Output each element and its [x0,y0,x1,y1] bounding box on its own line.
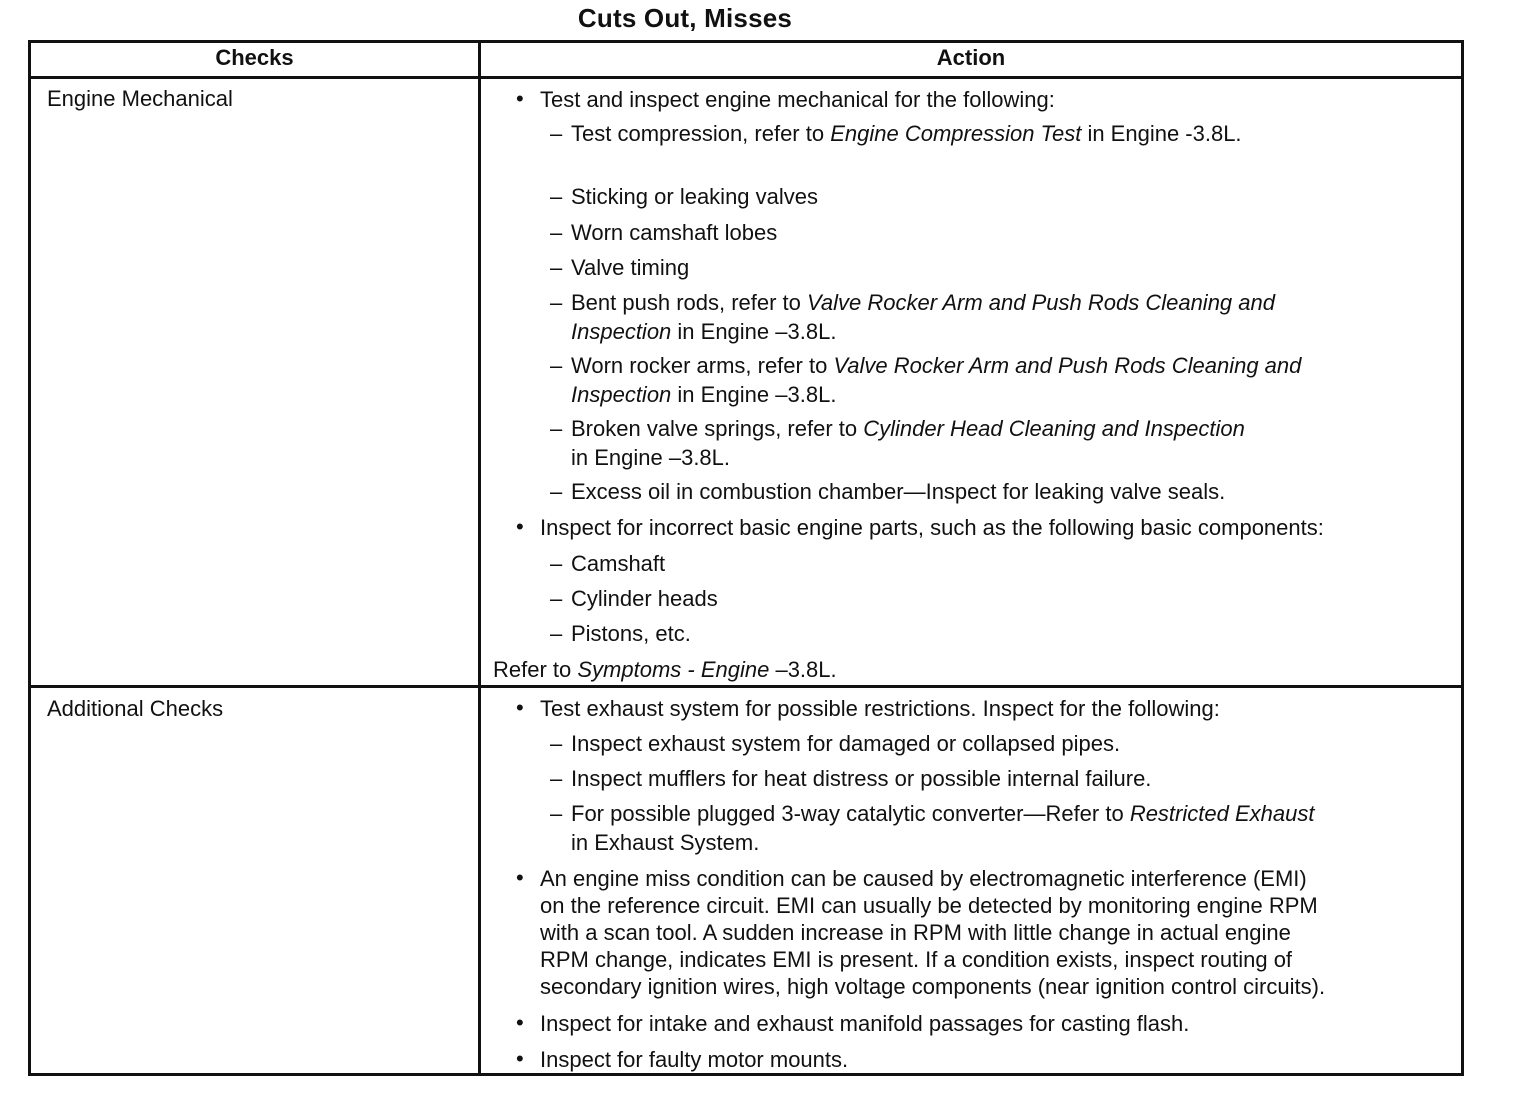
dash-icon: – [550,479,563,504]
action-bullet: Test exhaust system for possible restrictions. Inspect for the following: [540,696,1220,721]
header-action: Action [936,45,1006,70]
action-subitem: Worn rocker arms, refer to Valve Rocker Arm and Push Rods Cleaning and Inspection in Engine –3.8L. [571,353,1302,407]
action-subitem: Inspect exhaust system for damaged or collapsed pipes. [571,731,1121,756]
dash-icon: – [550,184,563,209]
dash-icon: – [550,801,563,826]
action-subitem: Test compression, refer to Engine Compression Test in Engine -3.8L. [571,121,1242,146]
header-checks: Checks [215,45,294,70]
action-bullet: Inspect for incorrect basic engine parts, such as the following basic components: [540,515,1324,540]
bullet-icon: • [516,865,524,890]
action-bullet: Test and inspect engine mechanical for the following: [540,87,1055,112]
dash-icon: – [550,416,563,441]
bullet-icon: • [516,695,524,720]
dash-icon: – [550,551,563,576]
action-subitem: Worn camshaft lobes [571,220,778,245]
bullet-icon: • [516,1046,524,1071]
action-subitem: Inspect mufflers for heat distress or possible internal failure. [571,766,1152,791]
dash-icon: – [550,255,563,280]
dash-icon: – [550,290,563,315]
dash-icon: – [550,621,563,646]
dash-icon: – [550,766,563,791]
dash-icon: – [550,121,563,146]
bullet-icon: • [516,86,524,111]
action-bullet: An engine miss condition can be caused by electromagnetic interference (EMI) on the reference circuit. EMI can usually be detected by monitoring engine RPM with a scan tool. A sudden increase in RPM with little change in actual engine RPM change, indicates EMI is present. If a condition exists, inspect routing of secondary ignition wires, high voltage components (near ignition control circuits). [540,866,1326,999]
dash-icon: – [550,353,563,378]
action-bullet: Inspect for faulty motor mounts. [540,1047,849,1072]
action-subitem: Camshaft [571,551,666,576]
row-divider [28,685,1464,688]
action-subitem: Valve timing [571,255,690,280]
action-subitem: Excess oil in combustion chamber—Inspect for leaking valve seals. [571,479,1226,504]
check-engine-mechanical: Engine Mechanical [47,86,233,111]
bullet-icon: • [516,514,524,539]
dash-icon: – [550,586,563,611]
action-subitem: Broken valve springs, refer to Cylinder Head Cleaning and Inspection in Engine –3.8L. [571,416,1245,470]
action-subitem: Bent push rods, refer to Valve Rocker Arm and Push Rods Cleaning and Inspection in Engine –3.8L. [571,290,1275,344]
dash-icon: – [550,220,563,245]
dash-icon: – [550,731,563,756]
check-additional-checks: Additional Checks [47,696,224,721]
header-divider [28,76,1464,79]
page-title: Cuts Out, Misses [577,3,793,33]
refer-note: Refer to Symptoms - Engine –3.8L. [493,657,837,682]
column-divider [478,40,481,1076]
action-subitem: Pistons, etc. [571,621,691,646]
action-subitem: Cylinder heads [571,586,718,611]
bullet-icon: • [516,1010,524,1035]
action-bullet: Inspect for intake and exhaust manifold passages for casting flash. [540,1011,1190,1036]
action-subitem: For possible plugged 3-way catalytic converter—Refer to Restricted Exhaust in Exhaust System. [571,801,1315,855]
action-subitem: Sticking or leaking valves [571,184,819,209]
